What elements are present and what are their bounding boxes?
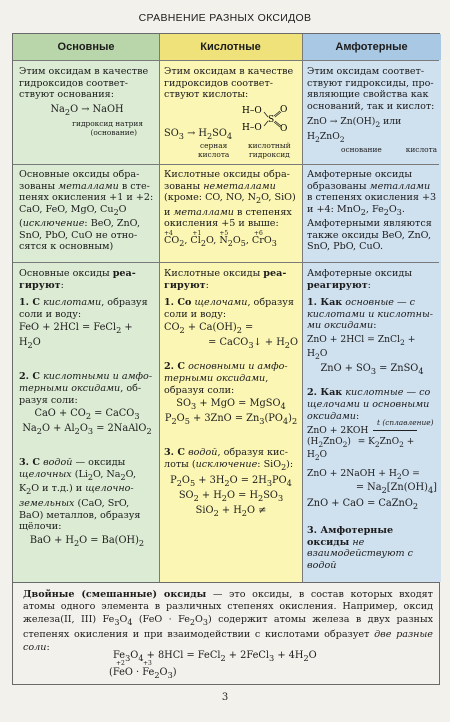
amphoteric-react-title: Амфотерные оксиды реагируют: <box>307 268 412 291</box>
svg-text:H–O: H–O <box>242 105 262 116</box>
svg-text:S: S <box>268 114 275 125</box>
page-number: 3 <box>221 692 229 703</box>
amphoteric-react-2-eq: $(H_2ZnO_2) = K_2ZnO_2 + H_2O$ <box>307 436 415 462</box>
amphoteric-hydroxide-cell <box>307 66 437 155</box>
basic-react-3: 3. С водой — оксиды щелочных ($Li_2O$, $Na_2O$, $K_2O$ и т.д.) и щелочноземельных (CaO, SrO, BaO) металлов, образуя щёлочи: <box>19 457 141 533</box>
double-oxides-eq: $Fe_3O_4 + 8HCl$ = FeCl$_2$ + 2FeCl$_3$ + $4H_2O$ <box>113 650 317 663</box>
acidic-hydroxide-note: кислотный гидроксид <box>248 141 291 159</box>
basic-react-2-eq: $Na_2O + Al_2O_3$ = 2NaAlO$_2$ <box>22 422 152 436</box>
oxidation-state: +2 <box>116 660 125 667</box>
acidic-react-3: 3. С водой, образуя кислоты (исключение: SiO$_2$): <box>164 447 294 472</box>
acidic-react-3-eq: $SO_2 + H_2O = H_2SO_3$ <box>178 489 284 503</box>
basic-react-title: Основные оксиды реагируют: <box>19 268 136 291</box>
basic-react-3-eq: BaO + $H_2O = Ba(OH)_2$ <box>29 534 145 548</box>
amphoteric-reactions-cell <box>307 268 437 571</box>
basic-formed-exception: (исключение: BeO, ZnO, SnO, PbO, CuO не относятся к основным) <box>19 218 141 253</box>
acidic-react-1-eq: = CaCO$_3$↓ + $H_2O$ <box>208 336 298 350</box>
basic-hydroxide-eq: $Na_2O$ → NaOH <box>50 103 124 117</box>
acidic-formed-cell <box>164 169 298 251</box>
acidic-hydroxide-note: серная кислота <box>198 141 230 159</box>
acidic-react-2-eq: $SO_3$ + MgO = MgSO$_4$ <box>176 398 286 412</box>
acidic-hydroxide-eq: $SO_3 \to H_2SO_4$ <box>164 128 233 141</box>
row-divider <box>13 60 439 61</box>
header-amphoteric: Амфотерные <box>302 34 441 60</box>
amphoteric-react-1: 1. Как основные — с кислотами и кислотными оксидами: <box>307 297 434 332</box>
acidic-react-2-eq: $P_2O_5 + 3ZnO = Zn_3(PO_4)_2$ <box>164 412 298 426</box>
acidic-react-title: Кислотные оксиды реагируют: <box>164 268 287 291</box>
amphoteric-react-2-eq: ZnO + 2KOH t (сплавление) <box>307 418 434 437</box>
amphoteric-hydroxide-note: основание кислота <box>341 145 438 155</box>
column-divider <box>302 34 303 582</box>
amphoteric-formed-cell <box>307 169 437 253</box>
header-acidic: Кислотные <box>159 34 302 60</box>
basic-formed-cell <box>19 169 155 253</box>
basic-react-1-eq: FeO + 2HCl = FeCl$_2$ + $H_2O$ <box>19 322 133 350</box>
amphoteric-formed-text: Амфотерные оксиды образованы металлами в степенях окисления +3 и +4: MnO$_2$, $Fe_2O_3$. Амфотерными являются также оксиды BeO, ZnO, SnO, PbO, CuO. <box>307 169 437 253</box>
basic-formed-list: CaO, FeO, MgO, $Cu_2O$ <box>19 203 127 217</box>
acidic-formed-list: C +4 $O_2$, C +1 $l_2O$, N +5 $_2O_5$, C +6 $rO_3$ <box>164 229 277 248</box>
acidic-react-3-eq: $SiO_2 + H_2O$ ≠ <box>195 504 267 518</box>
oxidation-state: +3 <box>143 660 152 667</box>
basic-hydroxide-cell <box>19 66 155 138</box>
amphoteric-hydroxide-intro: Этим оксидам соответствуют гидроксиды, проявляющие свойства как оснований, так и кислот: <box>307 66 435 112</box>
svg-text:H–O: H–O <box>242 122 262 133</box>
double-oxides-eq: $(FeO \cdot Fe_2O_3)$ <box>109 667 177 680</box>
row-divider <box>13 262 439 263</box>
acidic-hydroxide-cell <box>164 66 298 159</box>
basic-hydroxide-intro: Этим оксидам в качестве гидроксидов соответствуют основания: <box>19 66 149 101</box>
amphoteric-react-2-eq: ZnO + CaO = CaZnO$_2$ <box>307 498 419 512</box>
basic-react-1: 1. С кислотами, образуя соли и воду: <box>19 297 148 320</box>
basic-hydroxide-note: (основание) <box>90 127 137 137</box>
double-oxides-box <box>12 583 440 685</box>
column-divider <box>159 34 160 582</box>
basic-reactions-cell <box>19 268 155 549</box>
acidic-react-2: 2. С основными и амфотерными оксидами, образуя соли: <box>164 361 288 396</box>
amphoteric-react-3: 3. Амфотерные оксиды не взаимодействуют с водой <box>307 525 413 571</box>
acidic-react-1-eq: $CO_2 + Ca(OH)_2$ = <box>164 322 254 336</box>
acidic-react-3-eq: $P_2O_5 + 3H_2O = 2H_3PO_4$ <box>170 475 292 489</box>
basic-react-2: 2. С кислотными и амфотерными оксидами, образуя соли: <box>19 371 153 406</box>
comparison-table <box>12 33 440 583</box>
page-title: СРАВНЕНИЕ РАЗНЫХ ОКСИДОВ <box>138 12 312 24</box>
acidic-formed-text: Кислотные оксиды образованы неметаллами (кроме: CO, NO, $N_2O$, SiO) и металлами в степенях окисления +5 и выше: <box>164 169 296 230</box>
amphoteric-react-2-eq: = $Na_2[Zn(OH)_4]$ <box>355 481 437 495</box>
amphoteric-hydroxide-eq: ZnO → $Zn(OH)_2$ или $H_2ZnO_2$ <box>307 116 402 144</box>
acidic-reactions-cell <box>164 268 298 519</box>
basic-formed-text: Основные оксиды образованы металлами в степенях окисления +1 и +2: <box>19 169 154 204</box>
row-divider <box>13 164 439 165</box>
basic-hydroxide-note: гидроксид натрия <box>72 119 143 129</box>
double-oxides-text: Двойные (смешанные) оксиды — это оксиды, в состав которых входят атомы одного элемента в различных степенях окисления. Например, оксид железа(II, III) $Fe_3O_4$ $(FeO \cdot Fe_2O_3)$ содержит атомы железа в двух разных степенях окисления и при взаимодействии с кислотами образует две разные соли: <box>23 589 433 653</box>
amphoteric-react-2-eq: ZnO + 2NaOH + $H_2O$ = <box>307 467 420 481</box>
amphoteric-react-1-eq: ZnO + 2HCl = ZnCl$_2$ + $H_2O$ <box>307 333 416 362</box>
header-basic: Основные <box>13 34 159 60</box>
acidic-react-1: 1. Со щелочами, образуя соли и воду: <box>164 297 294 320</box>
svg-text:O: O <box>280 123 288 134</box>
svg-text:O: O <box>280 104 288 115</box>
amphoteric-react-1-eq: ZnO + $SO_3$ = ZnSO$_4$ <box>320 362 424 376</box>
acidic-hydroxide-intro: Этим оксидам в качестве гидроксидов соответствуют кислоты: <box>164 66 294 101</box>
basic-react-2-eq: CaO + $CO_2$ = CaCO$_3$ <box>34 408 140 422</box>
amphoteric-react-2: 2. Как кислотные — со щелочами и основными оксидами: <box>307 387 431 422</box>
